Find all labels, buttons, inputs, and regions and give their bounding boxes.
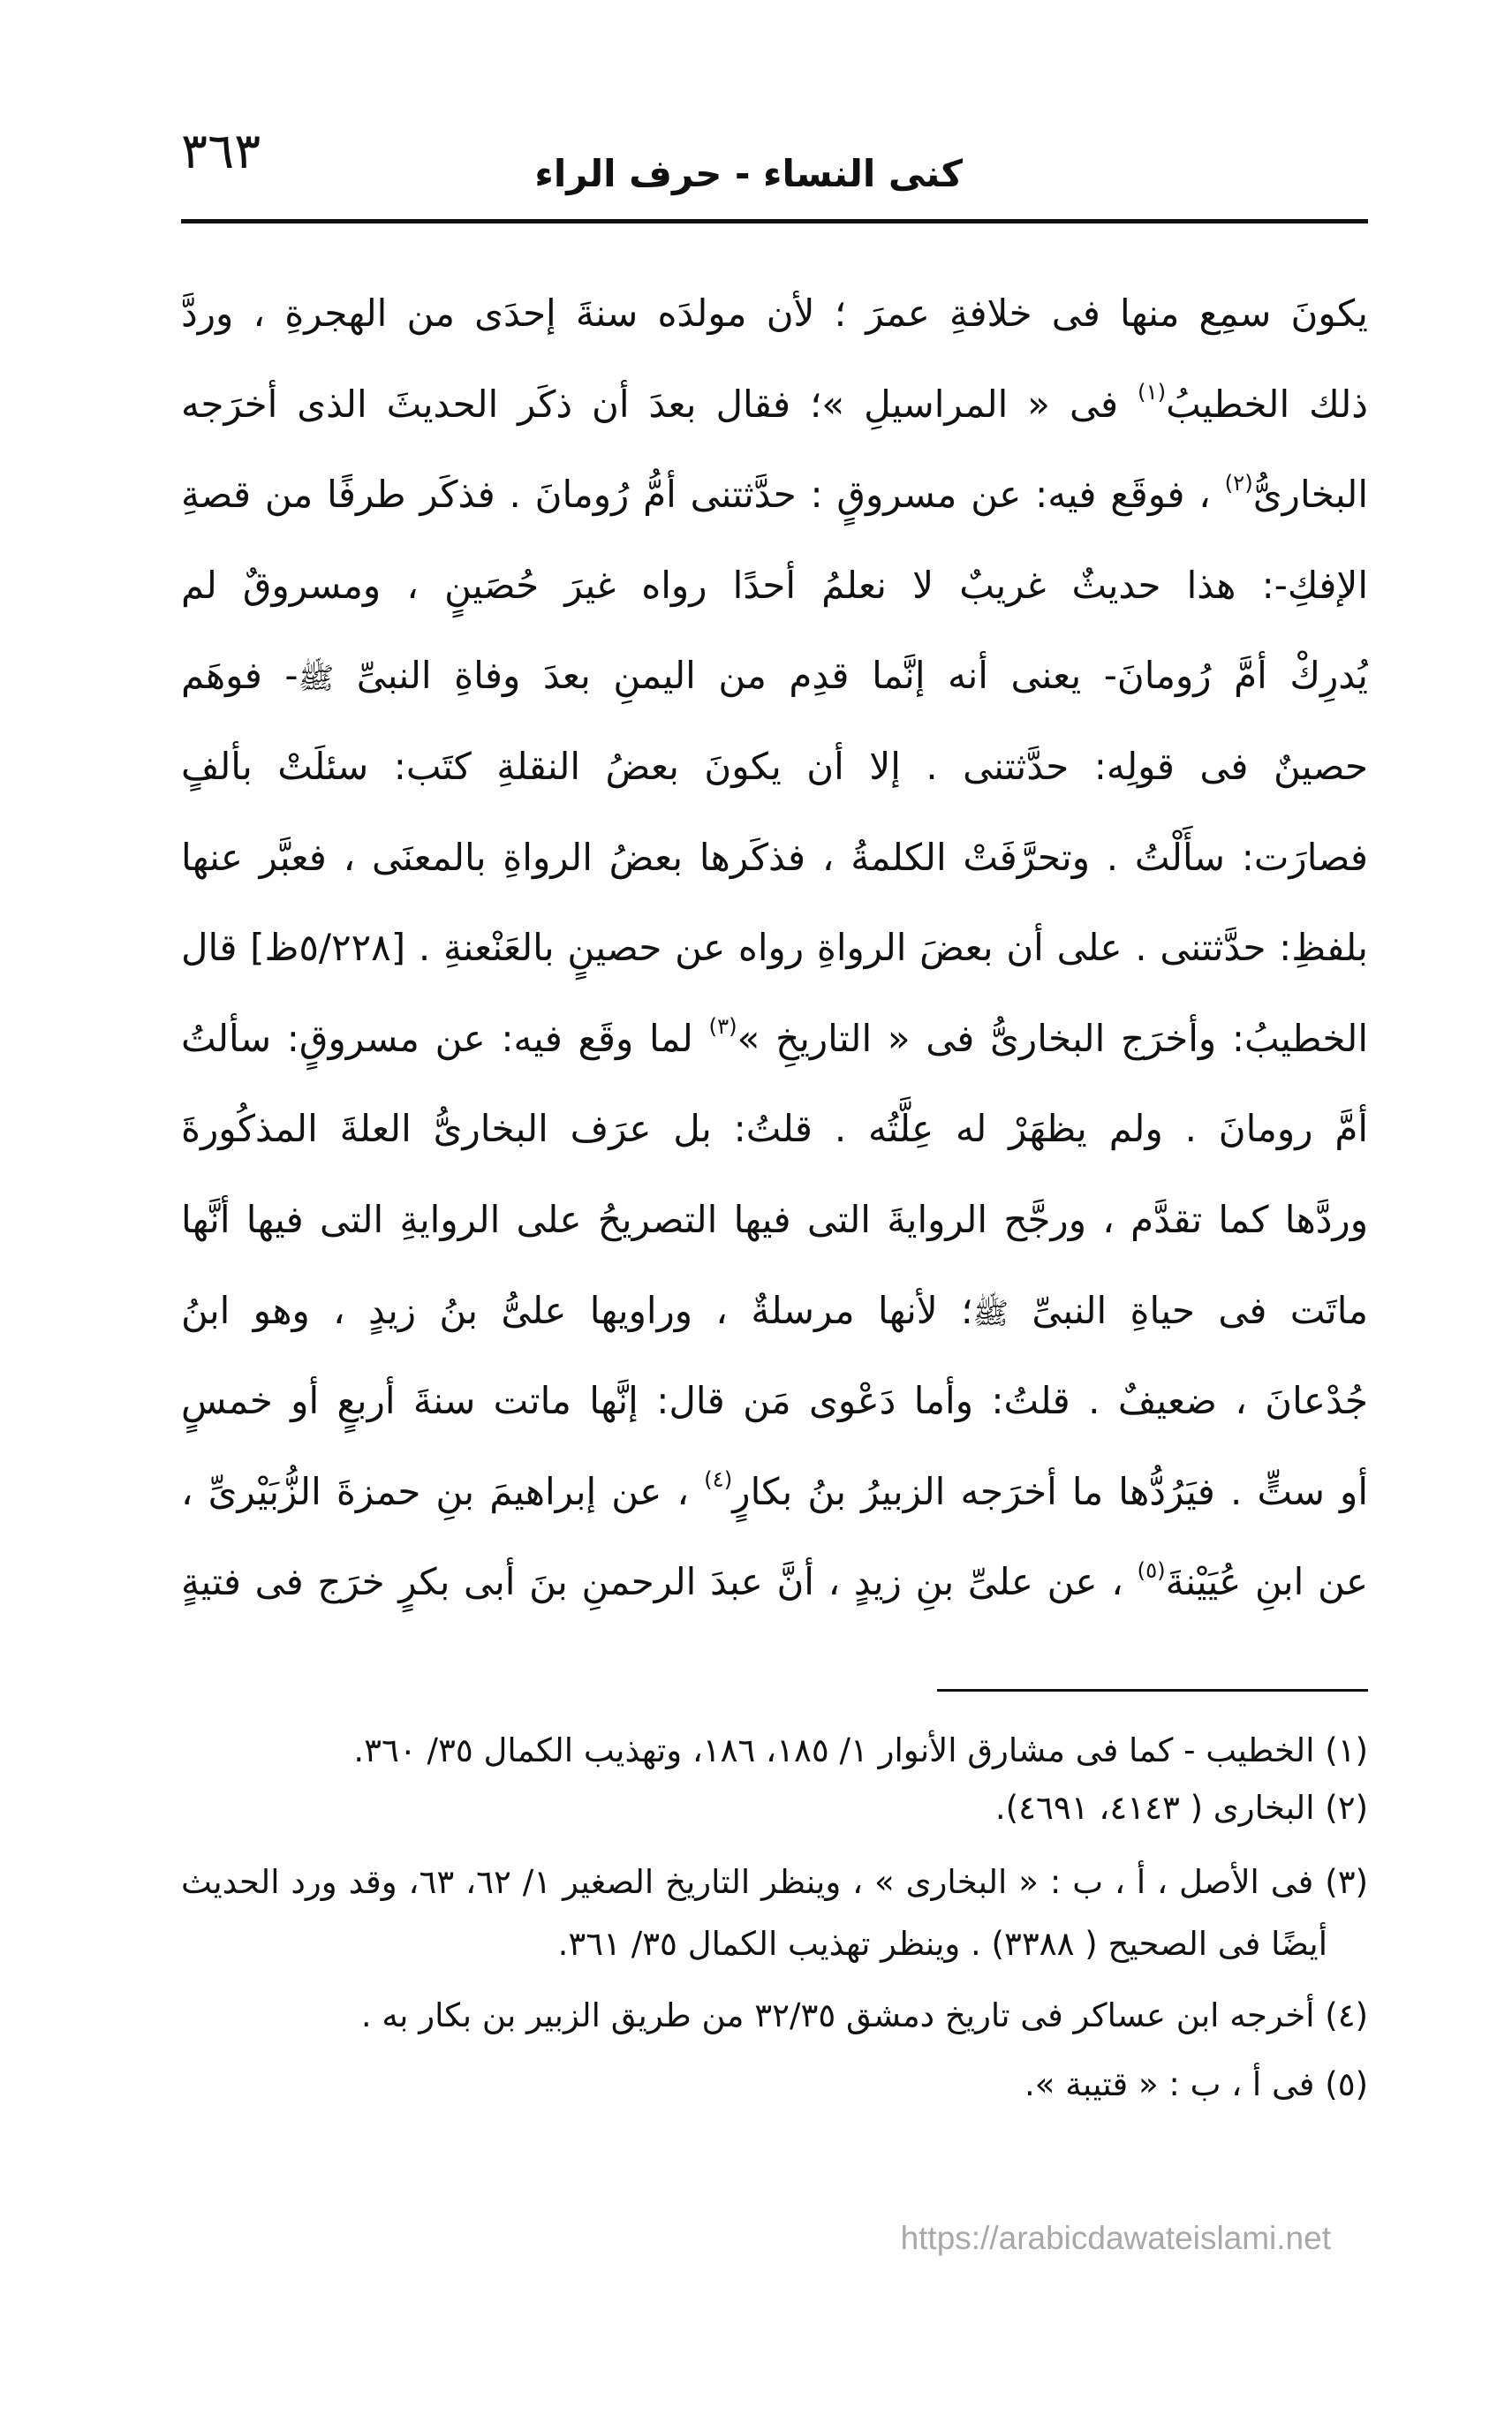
footnote-item: [181, 1777, 1368, 1839]
footnote-line: أيضًا فى الصحيح ( ٣٣٨٨) . وينظر تهذيب الكمال ٣٥/ ٣٦١.: [557, 1925, 1327, 1963]
body-text-segment: ، عن إبراهيمَ بنِ حمزةَ الزُّبَيْرىِّ ،: [181, 1469, 705, 1513]
body-text-line: الإفكِ-: هذا حديثٌ غريبٌ لا نعلمُ أحدًا رواه غيرَ حُصَينٍ ، ومسروقٌ لم: [181, 563, 1368, 607]
body-text-line: جُدْعانَ ، ضعيفٌ . قلتُ: وأما دَعْوى مَن قال: إنَّها ماتت سنةَ أربعٍ أو خمسٍ: [181, 1379, 1368, 1423]
body-text-line: أمَّ رومانَ . ولم يظهَرْ له عِلَّتُه . قلتُ: بل عرَف البخارىُّ العلةَ المذكُورةَ: [181, 1107, 1368, 1151]
body-text-segment: ، عن علىِّ بنِ زيدٍ ، أنَّ عبدَ الرحمنِ بنَ أبى بكرٍ خرَج فى فتيةٍ: [181, 1560, 1138, 1604]
footnote-ref: (٢): [1224, 469, 1253, 496]
footnote-line: (٢) البخارى ( ٤١٤٣، ٤٦٩١).: [994, 1789, 1368, 1827]
body-text-line: [181, 1447, 1368, 1538]
body-text-segment: عن ابنِ عُيَيْنةَ: [1165, 1560, 1368, 1604]
body-text-line: يكونَ سمِع منها فى خلافةِ عمرَ ؛ لأن مولدَه سنةَ إحدَى من الهجرةِ ، وردَّ: [181, 292, 1368, 335]
body-text-segment: الخطيبُ: وأخرَج البخارىُّ فى « التاريخِ »: [737, 1016, 1368, 1060]
footnote-item: [181, 1720, 1368, 1782]
footnote-item: [181, 1852, 1368, 1975]
footnote-line: (١) الخطيب - كما فى مشارق الأنوار ١/ ١٨٥، ١٨٦، وتهذيب الكمال ٣٥/ ٣٦٠.: [353, 1731, 1368, 1769]
footnote-ref: (٤): [704, 1466, 733, 1493]
body-text-line: [181, 360, 1368, 451]
body-text-line: بلفظِ: حدَّثتنى . على أن بعضَ الرواةِ رواه عن حصينٍ بالعَنْعنةِ . [٥/٢٢٨ظ] قال: [181, 926, 1368, 970]
running-title: كنى النساء - حرف الراء: [534, 152, 963, 195]
body-text-segment: أو ستٍّ . فيَرُدُّها ما أخرَجه الزبيرُ بنُ بكارٍ: [732, 1469, 1368, 1513]
header-rule: [181, 219, 1368, 223]
body-text-segment: ، فوقَع فيه: عن مسروقٍ : حدَّثتنى أمُّ رُومانَ . فذكَر طرفًا من قصةِ: [181, 473, 1225, 517]
body-text-line: [181, 994, 1368, 1085]
body-text-line: فصارَت: سأَلْتُ . وتحرَّفَتْ الكلمةُ ، فذكَرها بعضُ الرواةِ بالمعنَى ، فعبَّر عنها: [181, 835, 1368, 879]
body-text-line: [181, 1266, 1368, 1357]
body-text-line: [181, 450, 1368, 541]
footnote-ref: (٥): [1137, 1556, 1166, 1583]
footnote-item: [181, 2054, 1368, 2116]
body-text-segment: ماتَت فى حياةِ النبىِّ: [1009, 1288, 1368, 1332]
body-text-line: [181, 631, 1368, 722]
footnote-line: (٥) فى أ ، ب : « قتيبة ».: [1024, 2065, 1368, 2103]
body-text-line: وردَّها كما تقدَّم ، ورجَّح الروايةَ التى فيها التصريحُ على الروايةِ التى فيها أنَّها: [181, 1197, 1368, 1241]
body-text-segment: ؛ لأنها مرسلةٌ ، وراويها علىُّ بنُ زيدٍ ، وهو ابنُ: [181, 1288, 973, 1332]
footnote-line: (٣) فى الأصل ، أ ، ب : « البخارى » ، وينظر التاريخ الصغير ١/ ٦٢، ٦٣، وقد ورد الحديث: [181, 1863, 1368, 1901]
body-text-segment: لما وقَع فيه: عن مسروقٍ: سألتُ: [181, 1016, 709, 1060]
body-text-segment: ذلك الخطيبُ: [1166, 382, 1368, 426]
body-text-line: [181, 1537, 1368, 1628]
body-text-segment: - فوهَم: [181, 654, 299, 698]
footnote-line: (٤) أخرجه ابن عساكر فى تاريخ دمشق ٣٢/٣٥ من طريق الزبير بن بكار به .: [360, 1996, 1368, 2034]
honorific-ligature: ﷺ: [972, 1295, 1009, 1330]
body-text-line: حصينٌ فى قولِه: حدَّثتنى . إلا أن يكونَ بعضُ النقلةِ كتَب: سئلَتْ بألفٍ: [181, 744, 1368, 788]
body-text-segment: البخارىُّ: [1252, 473, 1368, 517]
footnote-separator: [937, 1689, 1368, 1692]
page-number: ٣٦٣: [181, 123, 261, 180]
watermark-url: https://arabicdawateislami.net: [900, 2220, 1331, 2256]
footnote-item: [181, 1985, 1368, 2047]
footnote-ref: (١): [1138, 379, 1167, 405]
body-text-segment: فى « المراسيلِ »؛ فقال بعدَ أن ذكَر الحديثَ الذى أخرَجه: [181, 382, 1138, 426]
body-text-segment: يُدرِكْ أمَّ رُومانَ- يعنى أنه إنَّما قدِم من اليمنِ بعدَ وفاةِ النبىِّ: [334, 654, 1368, 698]
footnote-ref: (٣): [708, 1013, 737, 1040]
honorific-ligature: ﷺ: [298, 661, 335, 696]
main-text: [181, 269, 1368, 1628]
